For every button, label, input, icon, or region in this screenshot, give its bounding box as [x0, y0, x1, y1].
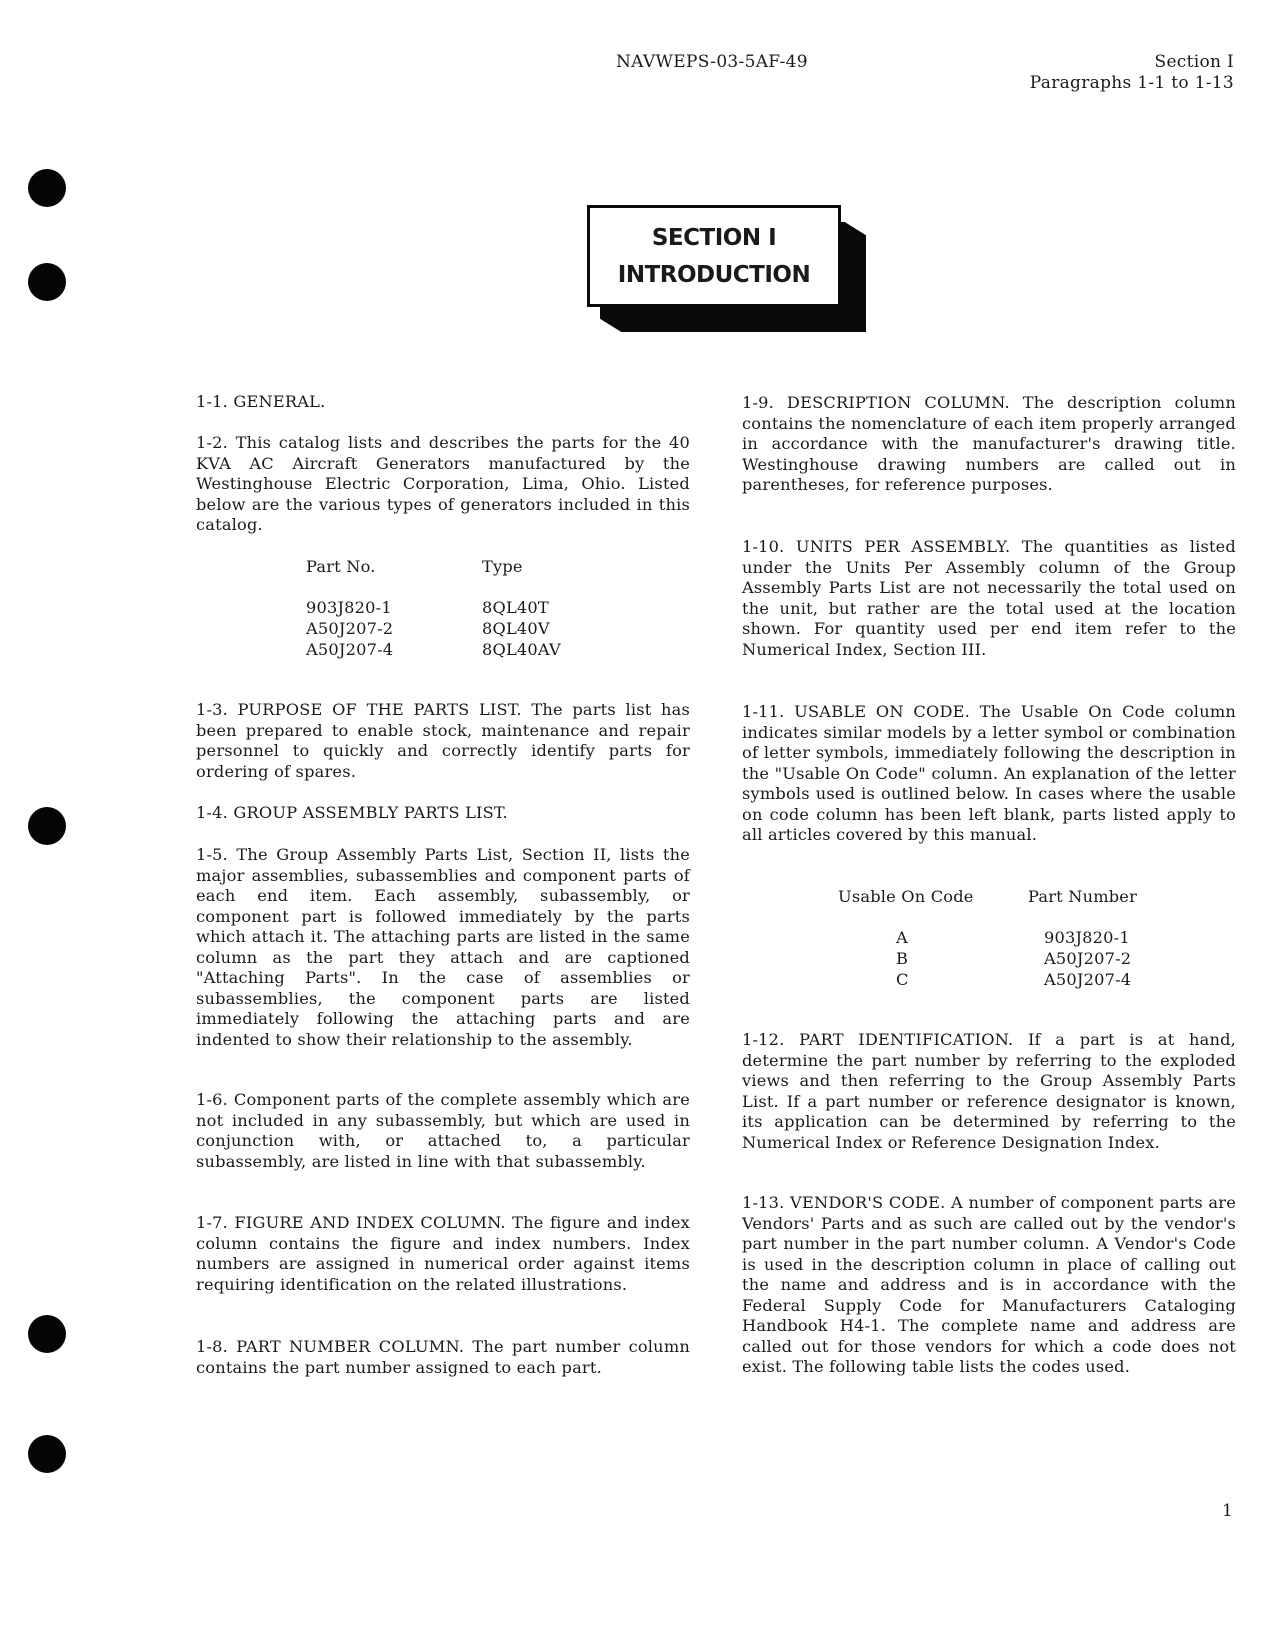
section-title: SECTION I: [651, 225, 777, 251]
paragraph-1-11: 1-11. USABLE ON CODE. The Usable On Code column indicates similar models by a letter symbol or combination of letter symbols, immediately following the description in the "Usable On Code" column. An explanation of the letter symbols used is outlined below. In cases where the usable on code column has been left blank, parts listed apply to all articles covered by this manual.: [742, 702, 1236, 844]
section-subtitle: INTRODUCTION: [617, 262, 811, 288]
binder-hole: [28, 169, 66, 207]
paragraph-range: Paragraphs 1-1 to 1-13: [1029, 73, 1234, 93]
paragraph-1-3: 1-3. PURPOSE OF THE PARTS LIST. The parts list has been prepared to enable stock, maintenance and repair personnel to quickly and correctly identify parts for ordering of spares.: [196, 700, 690, 781]
table-header: Type: [482, 557, 523, 576]
doc-number: NAVWEPS-03-5AF-49: [616, 52, 808, 72]
table-cell: A50J207-2: [1044, 949, 1132, 968]
paragraph-1-12: 1-12. PART IDENTIFICATION. If a part is at hand, determine the part number by referring to the exploded views and then referring to the Group Assembly Parts List. If a part number or reference designator is known, its application can be determined by referring to the Numerical Index or Reference Designation Index.: [742, 1030, 1236, 1152]
binder-hole: [28, 1315, 66, 1353]
page-number: 1: [1222, 1501, 1234, 1521]
paragraph-1-5: 1-5. The Group Assembly Parts List, Section II, lists the major assemblies, subassemblies and component parts of each end item. Each assembly, subassembly, or component part is followed immediately by the parts which attach it. The attaching parts are listed in the same column as the part they attach and are captioned "Attaching Parts". In the case of assemblies or subassemblies, the component parts are listed immediately following the attaching parts and are indented to show their relationship to the assembly.: [196, 845, 690, 1049]
table-cell: 903J820-1: [306, 598, 392, 617]
paragraph-1-10: 1-10. UNITS PER ASSEMBLY. The quantities as listed under the Units Per Assembly column of the Group Assembly Parts List are not necessarily the total used on the unit, but rather are the total used at the location shown. For quantity used per end item refer to the Numerical Index, Section III.: [742, 537, 1236, 659]
paragraph-1-8: 1-8. PART NUMBER COLUMN. The part number column contains the part number assigned to each part.: [196, 1337, 690, 1377]
paragraph-1-7: 1-7. FIGURE AND INDEX COLUMN. The figure and index column contains the figure and index numbers. Index numbers are assigned in numerical order against items requiring identification on the related illustrations.: [196, 1213, 690, 1294]
binder-hole: [28, 807, 66, 845]
table-cell: 8QL40T: [482, 598, 549, 617]
table-cell: A50J207-4: [1044, 970, 1132, 989]
table-cell: B: [896, 949, 909, 968]
paragraph-1-2: 1-2. This catalog lists and describes the parts for the 40 KVA AC Aircraft Generators manufactured by the Westinghouse Electric Corporation, Lima, Ohio. Listed below are the various types of generators included in this catalog.: [196, 433, 690, 534]
binder-hole: [28, 263, 66, 301]
table-header: Part Number: [1028, 887, 1138, 906]
table-header: Part No.: [306, 557, 376, 576]
paragraph-1-6: 1-6. Component parts of the complete assembly which are not included in any subassembly, but which are used in conjunction with, or attached to, a particular subassembly, are listed in line with that subassembly.: [196, 1090, 690, 1171]
binder-hole: [28, 1435, 66, 1473]
table-cell: 8QL40AV: [482, 640, 561, 659]
paragraph-1-1: 1-1. GENERAL.: [196, 392, 326, 411]
table-cell: C: [896, 970, 909, 989]
table-cell: A: [896, 928, 908, 947]
table-cell: A50J207-2: [306, 619, 394, 638]
section-title-box: [587, 205, 841, 307]
paragraph-1-9: 1-9. DESCRIPTION COLUMN. The description column contains the nomenclature of each item properly arranged in accordance with the manufacturer's drawing title. Westinghouse drawing numbers are called out in parentheses, for reference purposes.: [742, 393, 1236, 494]
paragraph-1-4: 1-4. GROUP ASSEMBLY PARTS LIST.: [196, 803, 508, 822]
table-cell: A50J207-4: [306, 640, 394, 659]
table-cell: 8QL40V: [482, 619, 550, 638]
table-header: Usable On Code: [838, 887, 974, 906]
section-label: Section I: [1154, 52, 1234, 72]
table-cell: 903J820-1: [1044, 928, 1130, 947]
paragraph-1-13: 1-13. VENDOR'S CODE. A number of component parts are Vendors' Parts and as such are called out by the vendor's part number in the part number column. A Vendor's Code is used in the description column in place of calling out the name and address and is in accordance with the Federal Supply Code for Manufacturers Cataloging Handbook H4-1. The complete name and address are called out for those vendors for which a code does not exist. The following table lists the codes used.: [742, 1193, 1236, 1376]
